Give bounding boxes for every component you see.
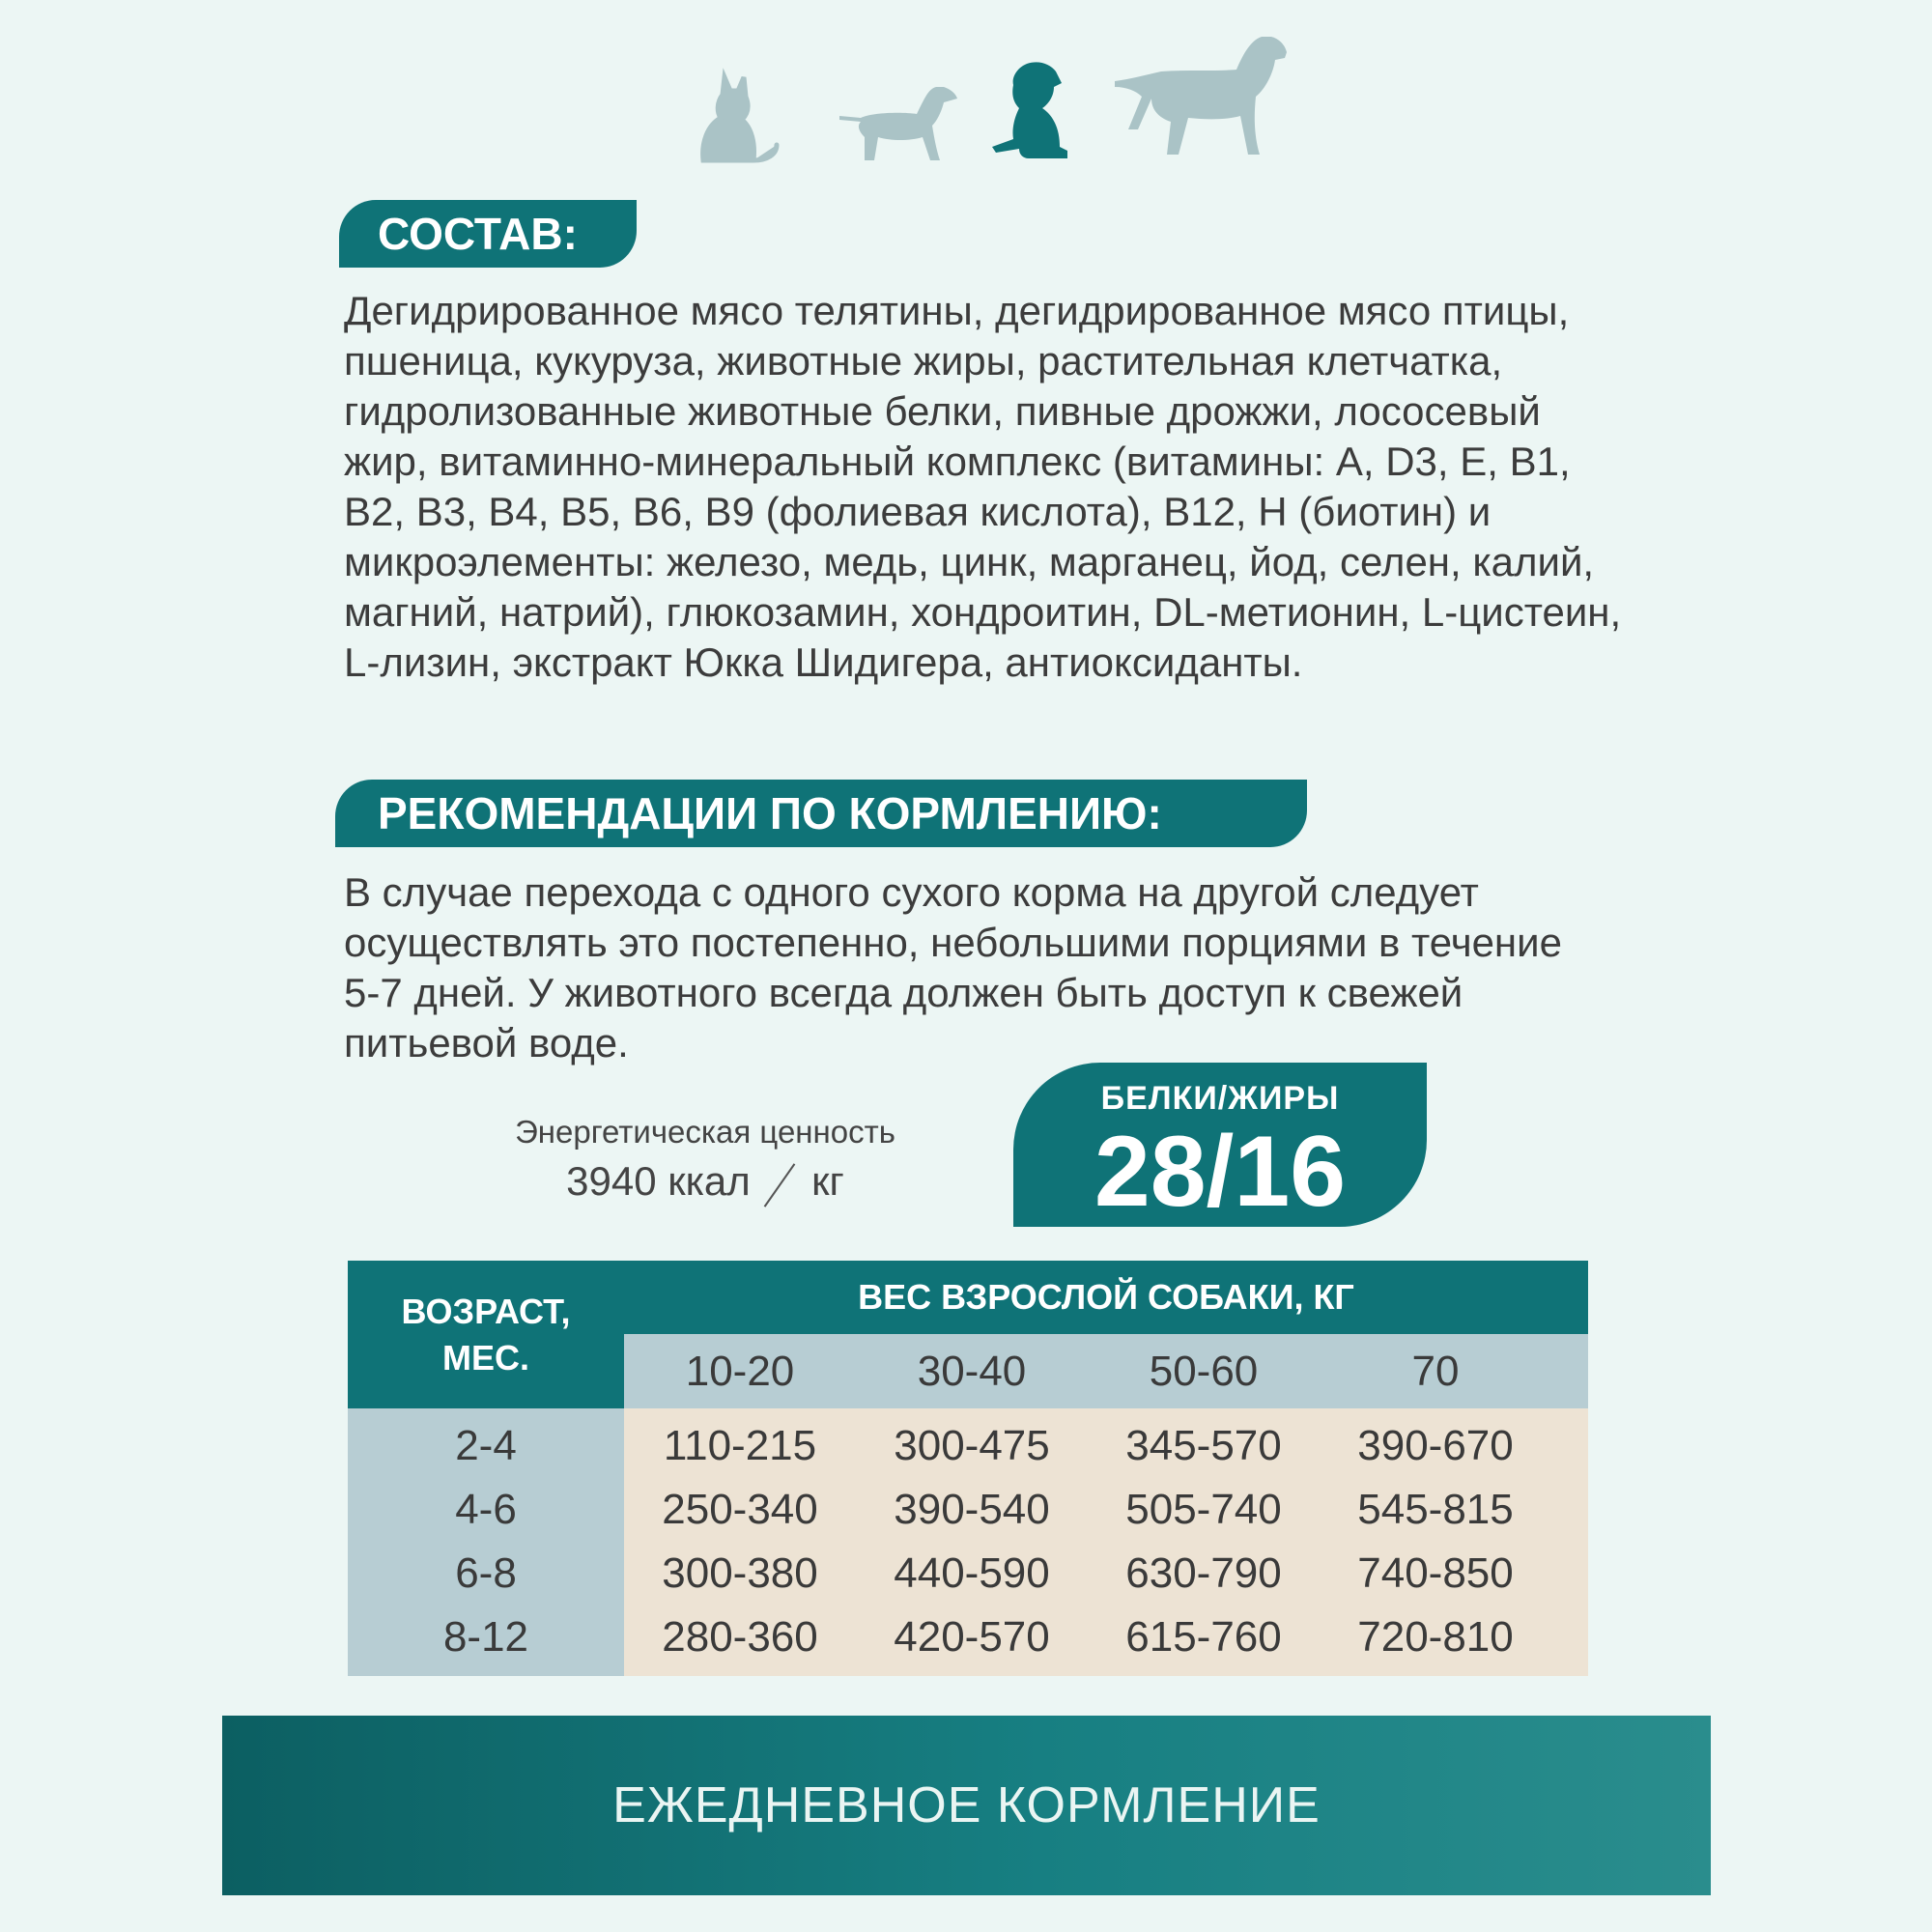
footer-band xyxy=(222,1716,1711,1895)
table-cell: 545-815 xyxy=(1357,1486,1514,1533)
protein-fat-badge xyxy=(1013,1063,1427,1227)
protein-fat-value: 28/16 xyxy=(1094,1116,1347,1228)
table-cell: 345-570 xyxy=(1125,1422,1282,1469)
age-cell: 6-8 xyxy=(455,1549,517,1597)
table-cell: 440-590 xyxy=(894,1549,1050,1597)
table-cell: 615-760 xyxy=(1125,1613,1282,1661)
feeding-table xyxy=(348,1261,1588,1676)
age-cell: 4-6 xyxy=(455,1486,517,1533)
table-cell: 630-790 xyxy=(1125,1549,1282,1597)
table-row xyxy=(624,1605,1588,1669)
energy-amount: 3940 ккал xyxy=(566,1158,751,1204)
table-body xyxy=(624,1408,1588,1676)
age-header-line1: ВОЗРАСТ, xyxy=(401,1291,571,1331)
table-row xyxy=(624,1542,1588,1605)
age-column xyxy=(348,1408,624,1676)
energy-value xyxy=(406,1153,1005,1209)
age-cell: 2-4 xyxy=(455,1422,517,1469)
table-cell: 110-215 xyxy=(663,1422,817,1469)
weight-columns xyxy=(624,1334,1588,1408)
table-cell: 250-340 xyxy=(662,1486,818,1533)
weight-column-header: 50-60 xyxy=(1149,1348,1259,1395)
table-cell: 505-740 xyxy=(1125,1486,1282,1533)
energy-label: Энергетическая ценность xyxy=(515,1114,895,1150)
slash-divider xyxy=(761,1161,800,1208)
table-cell: 390-670 xyxy=(1357,1422,1514,1469)
energy-unit: кг xyxy=(811,1158,844,1204)
weight-column-header: 30-40 xyxy=(917,1348,1027,1395)
table-cell: 390-540 xyxy=(894,1486,1050,1533)
table-cell: 300-475 xyxy=(894,1422,1050,1469)
table-cell: 300-380 xyxy=(662,1549,818,1597)
table-row xyxy=(624,1414,1588,1478)
feeding-text: В случае перехода с одного сухого корма на другой следует осуществлять это постепенно, небольшими порциями в течение 5-7 дней. У животного всегда должен быть доступ к свежей питьевой воде. xyxy=(344,869,1562,1065)
large-dog-icon xyxy=(1111,29,1294,164)
age-cell: 8-12 xyxy=(442,1613,529,1661)
table-cell: 740-850 xyxy=(1357,1549,1514,1597)
table-cell: 280-360 xyxy=(662,1613,818,1661)
animal-size-icons xyxy=(696,29,1294,174)
table-row xyxy=(624,1478,1588,1542)
composition-text: Дегидрированное мясо телятины, дегидрированное мясо птицы, пшеница, кукуруза, животные жиры, растительная клетчатка, гидролизованные животные белки, пивные дрожжи, лососевый жир, витаминно-минеральный комплекс (витамины: A, D3, E, B1, B2, B3, B4, B5, B6, B9 (фолиевая кислота), B12, H (биотин) и микроэлементы: железо, медь, цинк, марганец, йод, селен, калий, магний, натрий), глюкозамин, хондроитин, DL-метионин, L-цистеин, L-лизин, экстракт Юкка Шидигера, антиоксиданты. xyxy=(344,288,1622,685)
protein-fat-label: БЕЛКИ/ЖИРЫ xyxy=(1100,1080,1340,1117)
footer-label: ЕЖЕДНЕВНОЕ КОРМЛЕНИЕ xyxy=(612,1777,1321,1833)
table-cell: 720-810 xyxy=(1357,1613,1514,1661)
weight-header: ВЕС ВЗРОСЛОЙ СОБАКИ, КГ xyxy=(624,1261,1588,1334)
age-header-line2: МЕС. xyxy=(442,1337,529,1378)
weight-column-header: 70 xyxy=(1411,1348,1460,1395)
feeding-title: РЕКОМЕНДАЦИИ ПО КОРМЛЕНИЮ: xyxy=(335,780,1307,847)
age-header xyxy=(348,1261,624,1408)
composition-title: СОСТАВ: xyxy=(339,200,637,268)
cat-icon xyxy=(696,68,782,164)
energy-value-block xyxy=(406,1111,1005,1209)
puppy-icon xyxy=(990,58,1077,164)
table-cell: 420-570 xyxy=(894,1613,1050,1661)
weight-column-header: 10-20 xyxy=(685,1348,795,1395)
dachshund-icon xyxy=(836,70,961,166)
